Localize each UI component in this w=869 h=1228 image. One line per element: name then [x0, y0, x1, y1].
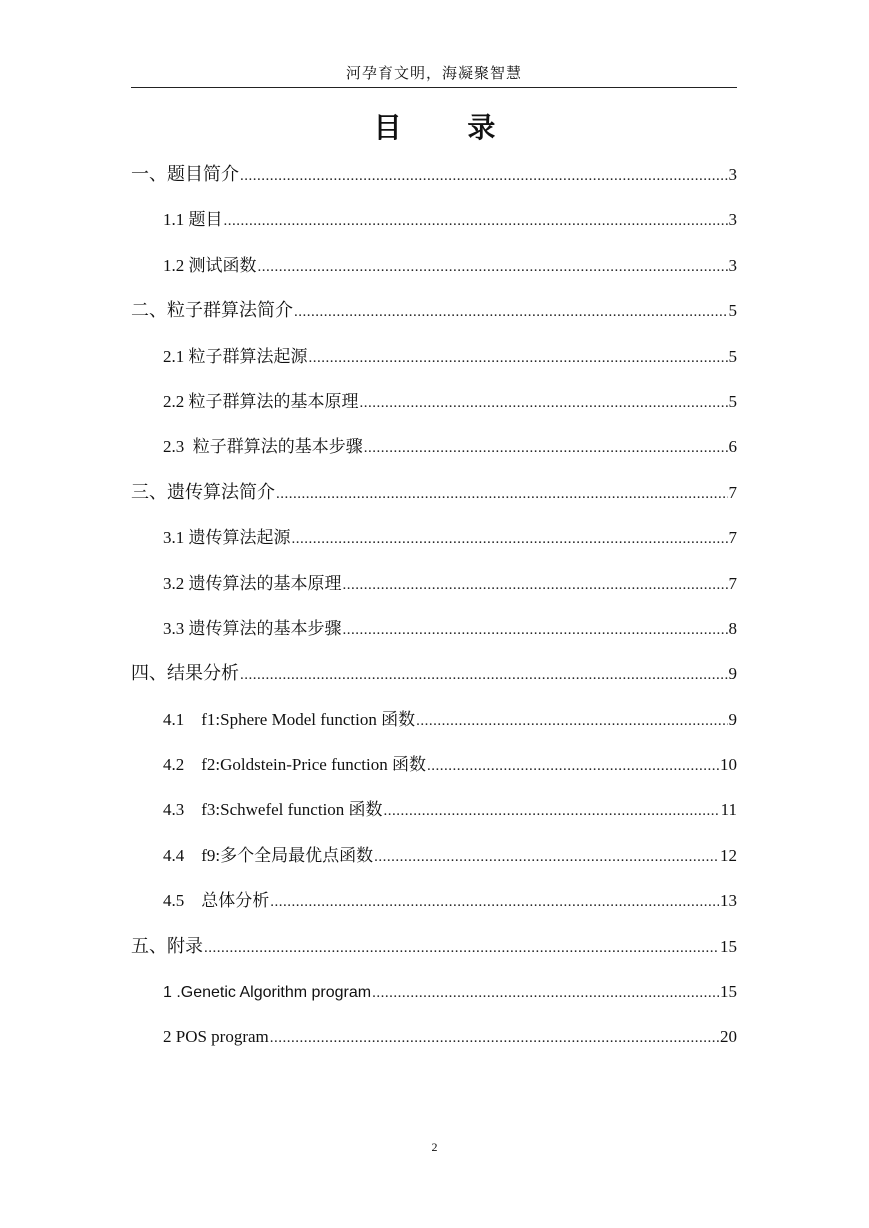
toc-entry-label: 4.1 f1:Sphere Model function 函数 [163, 709, 416, 729]
toc-entry-page: 5 [728, 346, 737, 366]
toc-entry-3-2[interactable] [131, 561, 737, 606]
toc-leader-dots [364, 426, 728, 471]
toc-entry-label: 五、附录 [131, 935, 203, 957]
toc-leader-dots [427, 744, 719, 789]
toc-leader-dots [294, 290, 728, 335]
page-header [131, 60, 737, 88]
toc-entry-page: 7 [728, 573, 737, 593]
toc-entry-page: 3 [728, 165, 737, 184]
toc-entry-section-5[interactable] [131, 924, 737, 969]
toc-entry-label: 4.4 f9:多个全局最优点函数 [163, 845, 374, 865]
toc-entry-section-2[interactable] [131, 288, 737, 333]
toc-leader-dots [374, 835, 719, 880]
toc-leader-dots [270, 880, 719, 925]
toc-entry-3-3[interactable] [131, 606, 737, 651]
toc-entry-page: 7 [728, 528, 737, 548]
toc-entry-page: 7 [728, 482, 737, 502]
toc-entry-label: 1.2 测试函数 [163, 255, 257, 275]
toc-entry-label: 四、结果分析 [131, 663, 239, 685]
toc-entry-page: 6 [728, 437, 737, 457]
toc-entry-appendix-1[interactable] [131, 969, 737, 1014]
toc-leader-dots [343, 563, 728, 608]
toc-leader-dots [360, 381, 728, 426]
toc-leader-dots [372, 971, 719, 1016]
toc-entry-page: 11 [720, 800, 737, 820]
toc-entry-page: 3 [728, 255, 737, 275]
toc-entry-page: 15 [720, 936, 737, 956]
toc-entry-1-1[interactable] [131, 197, 737, 242]
toc-entry-label: 4.3 f3:Schwefel function 函数 [163, 800, 383, 820]
toc-leader-dots [240, 154, 728, 199]
toc-entry-2-1[interactable] [131, 334, 737, 379]
toc-entry-label: 3.2 遗传算法的基本原理 [163, 573, 342, 593]
toc-leader-dots [292, 517, 728, 562]
table-of-contents [131, 152, 737, 1060]
toc-entry-label: 二、粒子群算法简介 [131, 300, 293, 322]
toc-leader-dots [416, 699, 727, 744]
toc-leader-dots [276, 472, 728, 517]
toc-leader-dots [270, 1016, 719, 1061]
toc-leader-dots [343, 608, 728, 653]
toc-entry-page: 13 [720, 891, 737, 911]
toc-entry-page: 5 [728, 301, 737, 321]
toc-entry-page: 3 [728, 210, 737, 230]
toc-entry-page: 5 [728, 391, 737, 411]
page-number: 2 [431, 1140, 438, 1154]
toc-entry-2-2[interactable] [131, 379, 737, 424]
toc-entry-2-3[interactable] [131, 424, 737, 469]
toc-entry-label: 3.1 遗传算法起源 [163, 528, 291, 548]
toc-entry-page: 20 [720, 1027, 737, 1047]
toc-leader-dots [224, 199, 728, 244]
toc-entry-label: 2.3 粒子群算法的基本步骤 [163, 437, 363, 457]
toc-entry-section-1[interactable] [131, 152, 737, 197]
toc-entry-4-2[interactable] [131, 742, 737, 787]
toc-entry-4-5[interactable] [131, 878, 737, 923]
toc-entry-label: 4.2 f2:Goldstein-Price function 函数 [163, 755, 426, 775]
toc-entry-page: 9 [728, 709, 737, 729]
header-text: 河孕育文明，海凝聚智慧 [345, 64, 522, 82]
toc-entry-4-4[interactable] [131, 833, 737, 878]
toc-leader-dots [384, 789, 720, 834]
toc-entry-label: 4.5 总体分析 [163, 891, 270, 911]
toc-leader-dots [309, 336, 728, 381]
toc-entry-1-2[interactable] [131, 243, 737, 288]
toc-entry-3-1[interactable] [131, 515, 737, 560]
toc-entry-page: 10 [720, 755, 737, 775]
toc-leader-dots [258, 245, 728, 290]
toc-entry-label: 2.2 粒子群算法的基本原理 [163, 391, 359, 411]
toc-entry-section-4[interactable] [131, 651, 737, 696]
toc-entry-4-3[interactable] [131, 787, 737, 832]
toc-entry-page: 9 [728, 664, 737, 684]
toc-leader-dots [240, 653, 728, 698]
toc-entry-section-3[interactable] [131, 470, 737, 515]
toc-entry-appendix-2[interactable] [131, 1014, 737, 1059]
toc-entry-page: 15 [720, 982, 737, 1002]
toc-entry-label: 1 .Genetic Algorithm program [163, 984, 372, 1002]
toc-entry-label: 2 POS program [163, 1027, 269, 1047]
toc-leader-dots [204, 926, 719, 971]
toc-entry-label: 三、遗传算法简介 [131, 481, 275, 503]
toc-entry-label: 3.3 遗传算法的基本步骤 [163, 618, 342, 638]
toc-entry-label: 一、题目简介 [131, 164, 239, 185]
toc-entry-page: 12 [720, 845, 737, 865]
toc-entry-4-1[interactable] [131, 697, 737, 742]
toc-entry-label: 2.1 粒子群算法起源 [163, 346, 308, 366]
toc-title: 目 录 [373, 111, 524, 144]
toc-entry-label: 1.1 题目 [163, 210, 223, 230]
toc-entry-page: 8 [728, 618, 737, 638]
